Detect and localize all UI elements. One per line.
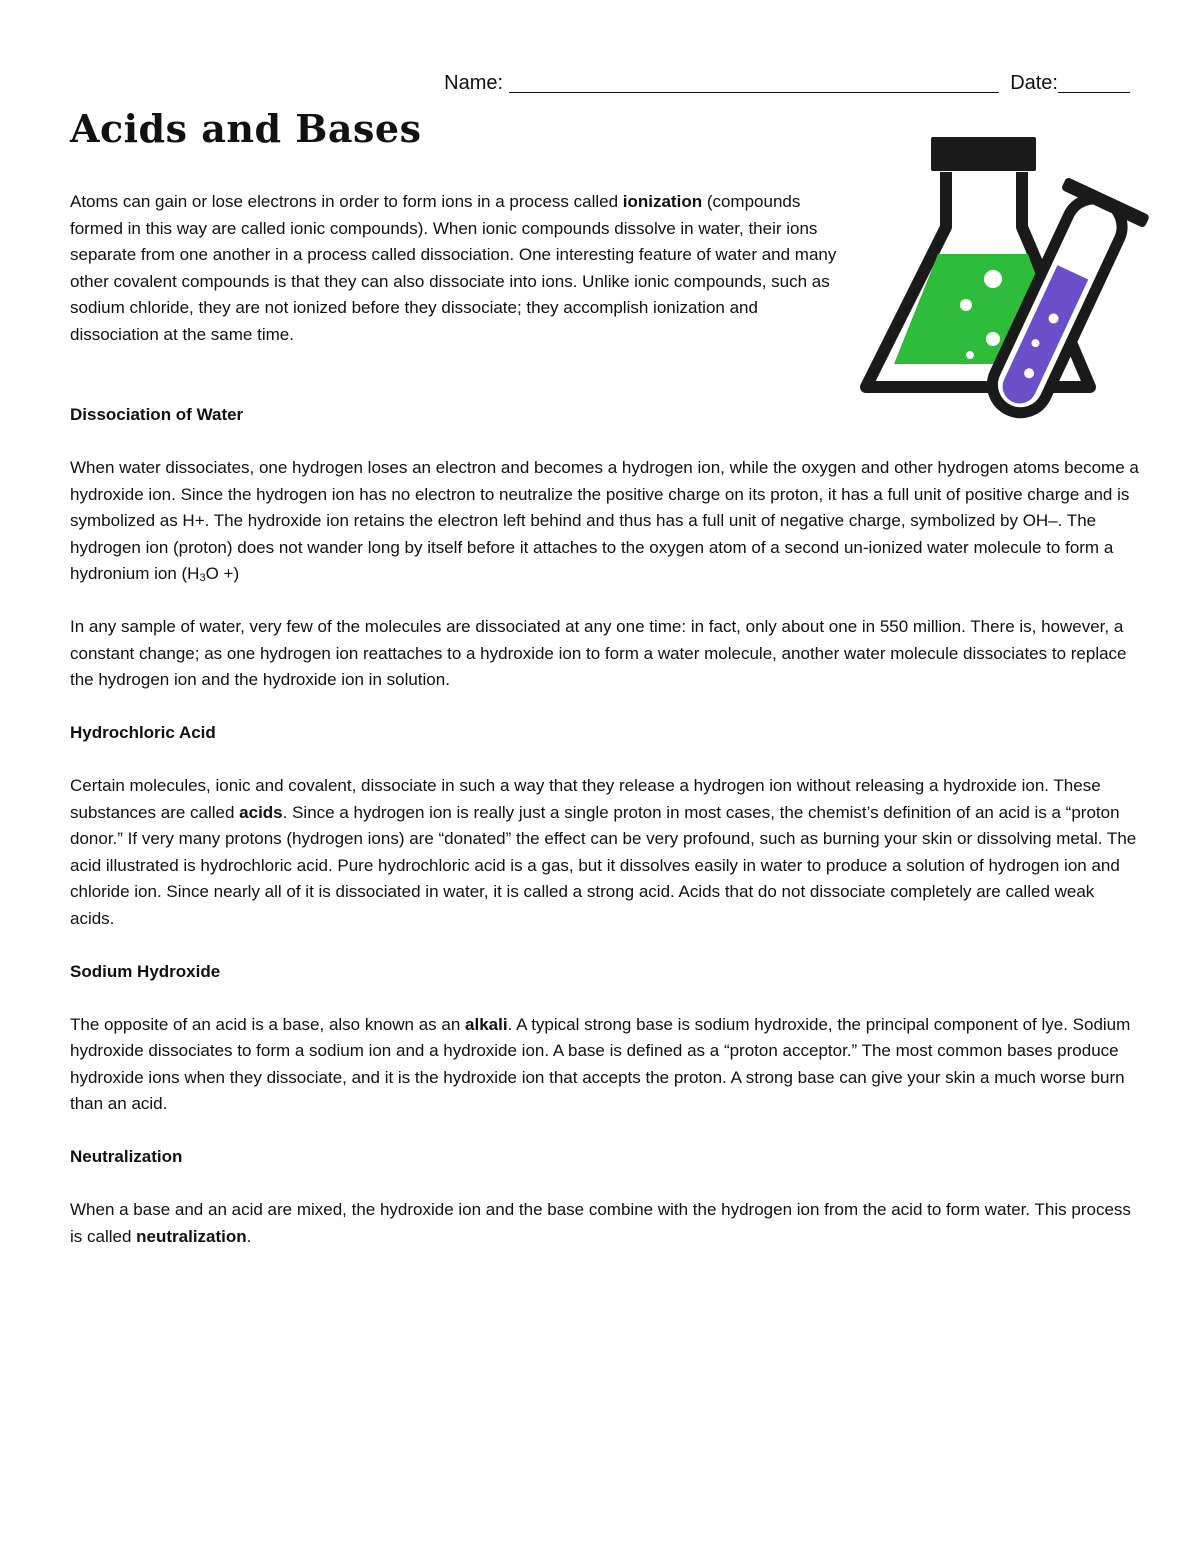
- neutralization-paragraph: [70, 1197, 1140, 1250]
- bubble: [960, 299, 972, 311]
- bubble: [984, 270, 1002, 288]
- name-blank-line[interactable]: [509, 72, 999, 93]
- naoh-text-1: The opposite of an acid is a base, also known as an: [70, 1014, 466, 1034]
- flask-and-test-tube-icon: [858, 132, 1160, 432]
- neutral-text-1: When a base and an acid are mixed, the hydroxide ion and the base combine with the hydrogen ion from the acid to form water. This process is called: [70, 1200, 1131, 1246]
- subscript-3: 3: [199, 572, 206, 584]
- name-label: Name:: [444, 72, 504, 94]
- hcl-bold-term: acids: [239, 802, 283, 822]
- name-date-header: [444, 72, 1130, 95]
- neutral-text-2: .: [246, 1226, 252, 1246]
- neutral-bold-term: neutralization: [136, 1226, 247, 1246]
- section-heading-water: Dissociation of Water: [70, 405, 244, 424]
- main-content: [70, 402, 1140, 1277]
- intro-bold-term: ionization: [622, 192, 703, 211]
- water-paragraph-2: In any sample of water, very few of the molecules are dissociated at any one time: in fact, only about one in 550 million. There is, however, a constant change; as one hydrogen ion reattaches to a hydroxide ion to form a water molecule, another water molecule dissociates to replace the hydrogen ion and the hydroxide ion in solution.: [70, 617, 1127, 689]
- intro-paragraph: [70, 189, 850, 349]
- naoh-bold-term: alkali: [465, 1014, 508, 1034]
- hcl-text-2: . Since a hydrogen ion is really just a single proton in most cases, the chemist’s definition of an acid is a “proton donor.” If very many protons (hydrogen ions) are “donated” the effect can be very profound, such as burning your skin or dissolving metal. The acid illustrated is hydrochloric acid. Pure hydrochloric acid is a gas, but it dissolves easily in water to produce a solution of hydrogen ion and chloride ion. Since nearly all of it is dissociated in water, it is called a strong acid. Acids that do not dissociate completely are called weak acids.: [70, 802, 1137, 928]
- section-heading-neutralization: Neutralization: [70, 1147, 183, 1166]
- section-heading-naoh: Sodium Hydroxide: [70, 961, 221, 981]
- date-label: Date:: [1010, 72, 1058, 94]
- bubble: [986, 332, 1000, 346]
- date-blank-line[interactable]: [1058, 72, 1130, 93]
- water-paragraph-1: [70, 455, 1140, 588]
- intro-text-2: (compounds formed in this way are called ionic compounds). When ionic compounds dissolve in water, their ions separate from one another in a process called dissociation. One interesting feature of water and many other covalent compounds is that they can also dissociate into ions. Unlike ionic compounds, such as sodium chloride, they are not ionized before they dissociate; they accomplish ionization and dissociation at the same time.: [70, 192, 837, 344]
- intro-text-1: Atoms can gain or lose electrons in order to form ions in a process called: [70, 192, 623, 211]
- naoh-text-2: . A typical strong base is sodium hydroxide, the principal component of lye. Sodium hydroxide dissociates to form a sodium ion and a hydroxide ion. A base is defined as a “proton acceptor.” The most common bases produce hydroxide ions when they dissociate, and it is the hydroxide ion that accepts the proton. A strong base can give your skin a much worse burn than an acid.: [70, 1014, 1131, 1113]
- naoh-paragraph: [70, 1012, 1140, 1118]
- water-text-2: O +): [205, 564, 240, 583]
- hcl-paragraph: [70, 773, 1140, 932]
- section-heading-hcl: Hydrochloric Acid: [70, 723, 216, 742]
- hcl-text-1: Certain molecules, ionic and covalent, dissociate in such a way that they release a hydrogen ion without releasing a hydroxide ion. These substances are called: [70, 776, 1101, 822]
- flask-cap: [931, 137, 1036, 171]
- bubble: [966, 351, 974, 359]
- water-text-1: When water dissociates, one hydrogen loses an electron and becomes a hydrogen ion, while the oxygen and other hydrogen atoms become a hydroxide ion. Since the hydrogen ion has no electron to neutralize the positive charge on its proton, it has a full unit of positive charge and is symbolized as H+. The hydroxide ion retains the electron left behind and thus has a full unit of negative charge, symbolized by OH–. The hydrogen ion (proton) does not wander long by itself before it attaches to the oxygen atom of a second un-ionized water molecule to form a hydronium ion (H: [70, 458, 1139, 583]
- page-title: Acids and Bases: [70, 106, 422, 151]
